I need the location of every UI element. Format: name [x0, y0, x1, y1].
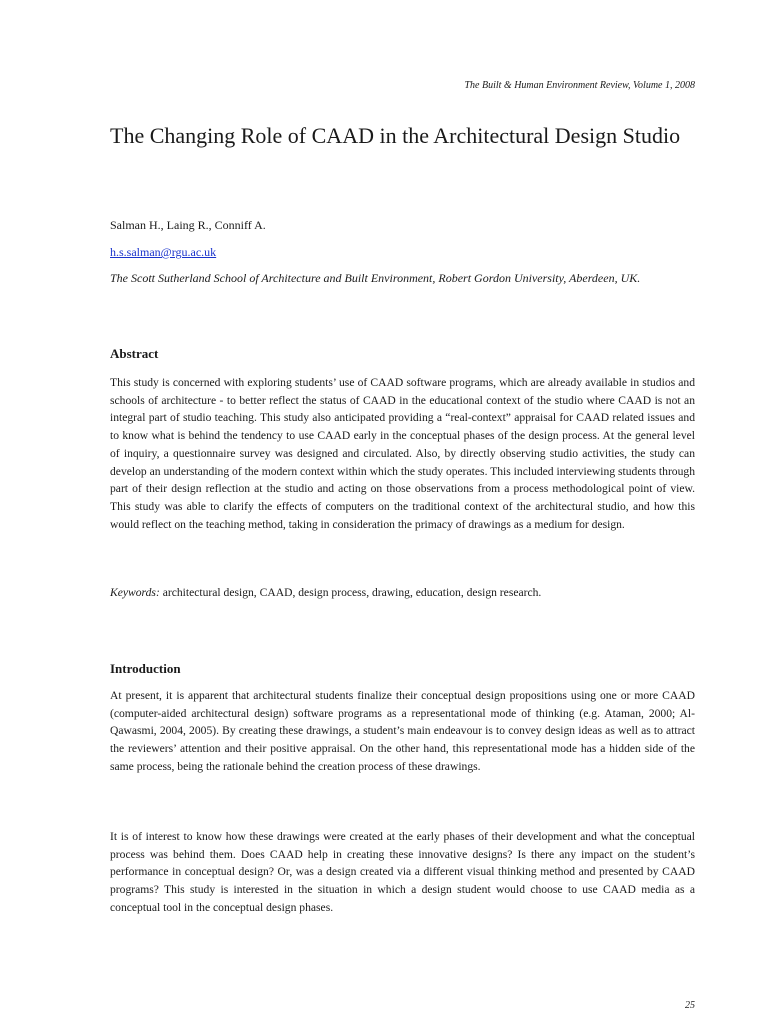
author-email-link[interactable]: h.s.salman@rgu.ac.uk: [110, 245, 217, 259]
abstract-text: This study is concerned with exploring students’ use of CAAD software programs, which are already available in studios and schools of architecture - to better reflect the status of CAAD in the educational context of the studio where CAAD is not an integral part of studio teaching. This study also anticipated providing a “real-context” appraisal for CAAD related issues and to know what is behind the tendency to use CAAD early in the conceptual phases of the design process. At the general level of inquiry, a questionnaire survey was designed and circulated. Also, by directly observing studio activities, the study can develop an understanding of the modern context within which the study operates. This included interviewing students through part of their design reflection at the studio and acting on those observations from a process methodological point of view. This study was able to clarify the effects of computers on the traditional context of the architectural studio, and how this would reflect on the teaching method, taking in consideration the primacy of drawings as a medium for design.: [110, 376, 695, 531]
introduction-heading: Introduction: [110, 661, 181, 676]
introduction-paragraph-2: It is of interest to know how these drawings were created at the early phases of their development and what the conceptual process was behind them. Does CAAD help in creating these innovative designs? Is there any impact on the student’s performance in conceptual design? Or, was a design created via a different visual thinking method and presented by CAAD programs? This study is interested in the situation in which a design student would choose to use CAAD media as a conceptual tool in the conceptual design phases.: [110, 830, 695, 914]
author-list: Salman H., Laing R., Conniff A.: [110, 218, 266, 232]
running-header: The Built & Human Environment Review, Volume 1, 2008: [464, 80, 695, 91]
page-number: 25: [685, 1000, 695, 1011]
keywords-line: [110, 584, 695, 602]
introduction-paragraph-1: At present, it is apparent that architectural students finalize their conceptual design propositions using one or more CAAD (computer-aided architectural design) software programs as a representational mode of thinking (e.g. Ataman, 2000; Al-Qawasmi, 2004, 2005). By creating these drawings, a student’s main endeavour is to convey design ideas as well as to attract the reviewers’ attention and their positive appraisal. On the other hand, this representational mode has a hidden side of the same process, being the rationale behind the creation process of these drawings.: [110, 689, 695, 773]
author-affiliation: The Scott Sutherland School of Architecture and Built Environment, Robert Gordon University, Aberdeen, UK.: [110, 271, 641, 285]
keywords-text: architectural design, CAAD, design process, drawing, education, design research.: [159, 586, 542, 599]
paper-title: The Changing Role of CAAD in the Architectural Design Studio: [110, 123, 681, 148]
keywords-label: Keywords:: [110, 586, 160, 599]
abstract-heading: Abstract: [110, 346, 159, 361]
